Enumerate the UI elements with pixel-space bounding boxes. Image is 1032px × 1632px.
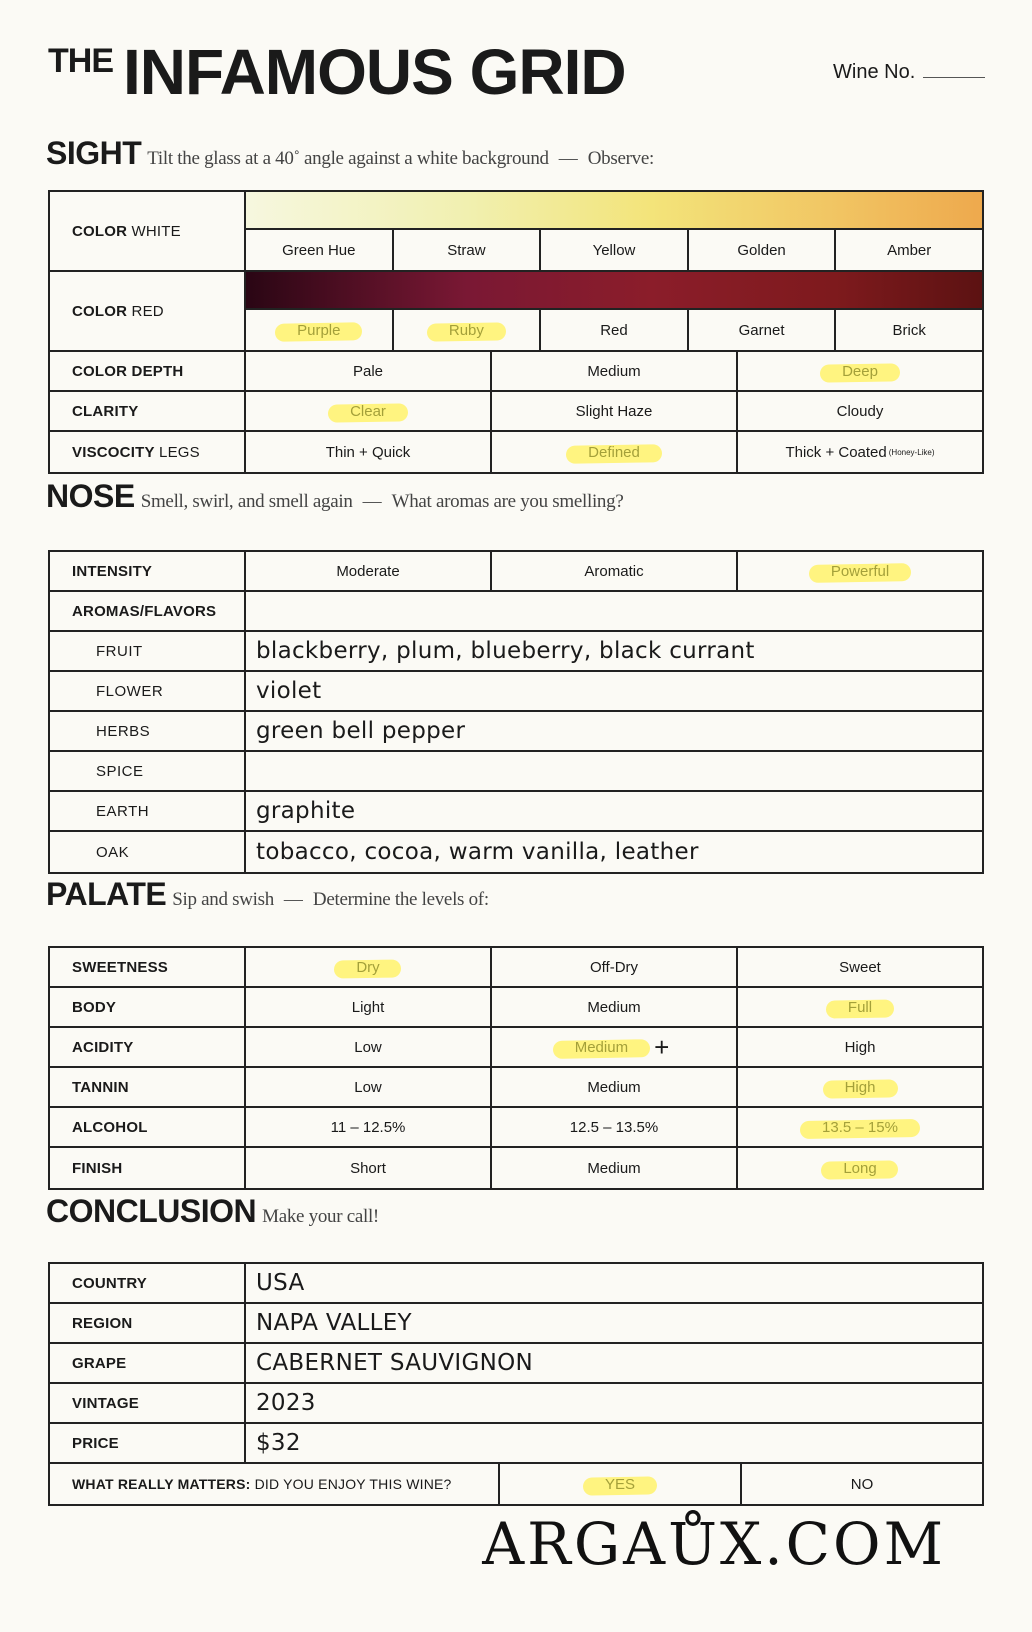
alcohol-label: ALCOHOL (50, 1108, 246, 1146)
title-main: INFAMOUS GRID (123, 36, 626, 108)
white-color-gradient (246, 192, 982, 230)
red-color-gradient (246, 272, 982, 310)
aromas-label: AROMAS/FLAVORS (50, 592, 246, 630)
option-light[interactable]: Light (246, 988, 492, 1026)
option-green-hue[interactable]: Green Hue (246, 230, 394, 270)
highlight-powerful: Powerful (815, 561, 905, 582)
option-straw[interactable]: Straw (394, 230, 542, 270)
option-short[interactable]: Short (246, 1148, 492, 1188)
option-low-tannin[interactable]: Low (246, 1068, 492, 1106)
aroma-row-spice (50, 752, 982, 792)
sweetness-row (50, 948, 982, 988)
highlight-medium-acidity: Medium (559, 1037, 644, 1058)
option-pale[interactable]: Pale (246, 352, 492, 390)
option-medium-body[interactable]: Medium (492, 988, 738, 1026)
highlight-deep: Deep (826, 361, 894, 382)
honey-like-note: (Honey-Like) (888, 447, 935, 457)
nose-prompt: What aromas are you smelling? (391, 491, 624, 512)
sight-heading: SIGHT Tilt the glass at a 40˚ angle against a white background — Observe: (46, 135, 654, 171)
region-label: REGION (50, 1304, 246, 1342)
sight-title: SIGHT (46, 135, 142, 171)
vintage-row (50, 1384, 982, 1424)
clarity-label: CLARITY (50, 392, 246, 430)
option-red[interactable]: Red (541, 310, 689, 350)
title-the: THE (48, 42, 113, 80)
color-red-label: COLOR RED (50, 272, 246, 350)
country-field[interactable]: USA (256, 1270, 305, 1296)
highlight-alcohol-high: 13.5 – 15% (806, 1117, 914, 1138)
option-alcohol-low[interactable]: 11 – 12.5% (246, 1108, 492, 1146)
earth-label: EARTH (50, 792, 246, 830)
acidity-row (50, 1028, 982, 1068)
option-powerful[interactable] (738, 552, 982, 590)
flower-label: FLOWER (50, 672, 246, 710)
option-medium-acidity[interactable] (492, 1028, 738, 1066)
highlight-long: Long (827, 1158, 892, 1179)
color-depth-row (50, 352, 982, 392)
option-deep[interactable] (738, 352, 982, 390)
option-yes[interactable] (500, 1464, 742, 1504)
option-yellow[interactable]: Yellow (541, 230, 689, 270)
option-low-acidity[interactable]: Low (246, 1028, 492, 1066)
option-no[interactable]: NO (850, 1475, 874, 1493)
enjoy-label: WHAT REALLY MATTERS: DID YOU ENJOY THIS WINE? (50, 1464, 500, 1504)
option-medium-depth[interactable]: Medium (492, 352, 738, 390)
option-brick[interactable]: Brick (892, 321, 926, 339)
option-dry[interactable] (246, 948, 492, 986)
spice-field[interactable] (246, 752, 982, 790)
grape-label: GRAPE (50, 1344, 246, 1382)
herbs-field[interactable]: green bell pepper (256, 718, 466, 744)
option-medium-finish[interactable]: Medium (492, 1148, 738, 1188)
color-depth-label: COLOR DEPTH (50, 352, 246, 390)
aroma-row-herbs (50, 712, 982, 752)
vintage-field[interactable]: 2023 (256, 1390, 316, 1416)
highlight-dry: Dry (340, 957, 395, 978)
clarity-row (50, 392, 982, 432)
flower-field[interactable]: violet (256, 678, 322, 704)
option-clear[interactable] (246, 392, 492, 430)
highlight-ruby: Ruby (433, 320, 500, 341)
sight-subtitle: Tilt the glass at a 40˚ angle against a white background (147, 148, 549, 169)
option-high-tannin[interactable] (738, 1068, 982, 1106)
aroma-row-fruit (50, 632, 982, 672)
highlight-full: Full (832, 997, 888, 1018)
intensity-label: INTENSITY (50, 552, 246, 590)
option-purple[interactable] (246, 310, 394, 350)
option-sweet[interactable]: Sweet (839, 958, 881, 976)
option-defined[interactable] (492, 432, 738, 472)
palate-grid (48, 946, 984, 1190)
earth-field[interactable]: graphite (256, 798, 356, 824)
option-thin-quick[interactable]: Thin + Quick (246, 432, 492, 472)
highlight-purple: Purple (281, 320, 356, 341)
viscosity-label: VISCOCITY LEGS (50, 432, 246, 472)
conclusion-title: CONCLUSION (46, 1193, 257, 1229)
aroma-row-flower (50, 672, 982, 712)
option-amber[interactable]: Amber (887, 241, 932, 259)
viscosity-row (50, 432, 982, 472)
palate-prompt: Determine the levels of: (312, 889, 489, 910)
region-field[interactable]: NAPA VALLEY (256, 1310, 412, 1336)
grape-row (50, 1344, 982, 1384)
option-full[interactable] (738, 988, 982, 1026)
highlight-high-tannin: High (829, 1077, 892, 1098)
enjoy-row (50, 1464, 982, 1504)
nose-heading: NOSE Smell, swirl, and smell again — What aromas are you smelling? (46, 478, 624, 514)
option-medium-tannin[interactable]: Medium (492, 1068, 738, 1106)
option-long[interactable] (738, 1148, 982, 1188)
finish-row (50, 1148, 982, 1188)
option-slight-haze[interactable]: Slight Haze (492, 392, 738, 430)
price-field[interactable]: $32 (256, 1430, 301, 1456)
intensity-row (50, 552, 982, 592)
option-thick-coated[interactable] (738, 432, 982, 472)
conclusion-grid (48, 1262, 984, 1506)
fruit-label: FRUIT (50, 632, 246, 670)
country-label: COUNTRY (50, 1264, 246, 1302)
fruit-field[interactable]: blackberry, plum, blueberry, black currant (256, 638, 755, 664)
nose-title: NOSE (46, 478, 135, 514)
acidity-label: ACIDITY (50, 1028, 246, 1066)
aromas-header-blank (246, 592, 982, 630)
option-moderate[interactable]: Moderate (246, 552, 492, 590)
finish-label: FINISH (50, 1148, 246, 1188)
argaux-logo: ARGAŮX.COM (482, 1510, 946, 1578)
tannin-label: TANNIN (50, 1068, 246, 1106)
wine-number-blank[interactable] (923, 77, 985, 78)
region-row (50, 1304, 982, 1344)
price-row (50, 1424, 982, 1464)
option-alcohol-mid[interactable]: 12.5 – 13.5% (492, 1108, 738, 1146)
color-white-row (50, 192, 982, 272)
alcohol-row (50, 1108, 982, 1148)
body-label: BODY (50, 988, 246, 1026)
nose-subtitle: Smell, swirl, and smell again (140, 491, 353, 512)
aromas-header-row (50, 592, 982, 632)
aroma-row-oak (50, 832, 982, 872)
sight-prompt: Observe: (587, 148, 654, 169)
option-off-dry[interactable]: Off-Dry (492, 948, 738, 986)
highlight-clear: Clear (334, 401, 402, 422)
color-red-row (50, 272, 982, 352)
option-garnet[interactable]: Garnet (689, 310, 837, 350)
option-golden[interactable]: Golden (689, 230, 837, 270)
country-row (50, 1264, 982, 1304)
option-cloudy[interactable]: Cloudy (836, 402, 884, 420)
vintage-label: VINTAGE (50, 1384, 246, 1422)
option-alcohol-high[interactable] (738, 1108, 982, 1146)
palate-subtitle: Sip and swish (172, 889, 274, 910)
palate-heading: PALATE Sip and swish — Determine the levels of: (46, 876, 489, 912)
palate-title: PALATE (46, 876, 167, 912)
plus-mark: + (654, 1032, 670, 1062)
nose-grid (48, 550, 984, 874)
option-high-acidity[interactable]: High (844, 1038, 876, 1056)
option-aromatic[interactable]: Aromatic (492, 552, 738, 590)
wine-number-field[interactable] (833, 61, 985, 84)
page-title (48, 38, 626, 106)
conclusion-heading (46, 1193, 379, 1230)
option-ruby[interactable] (394, 310, 542, 350)
grape-field[interactable]: CABERNET SAUVIGNON (256, 1350, 534, 1376)
color-white-label: COLOR WHITE (50, 192, 246, 270)
aroma-row-earth (50, 792, 982, 832)
price-label: PRICE (50, 1424, 246, 1462)
body-row (50, 988, 982, 1028)
thick-coated-text: Thick + Coated (785, 443, 887, 461)
oak-label: OAK (50, 832, 246, 872)
highlight-yes: YES (589, 1474, 651, 1495)
sweetness-label: SWEETNESS (50, 948, 246, 986)
highlight-defined: Defined (572, 442, 656, 463)
oak-field[interactable]: tobacco, cocoa, warm vanilla, leather (256, 839, 699, 865)
conclusion-subtitle: Make your call! (262, 1206, 379, 1227)
herbs-label: HERBS (50, 712, 246, 750)
wine-number-label: Wine No. (833, 61, 916, 83)
spice-label: SPICE (50, 752, 246, 790)
sight-grid (48, 190, 984, 474)
tannin-row (50, 1068, 982, 1108)
